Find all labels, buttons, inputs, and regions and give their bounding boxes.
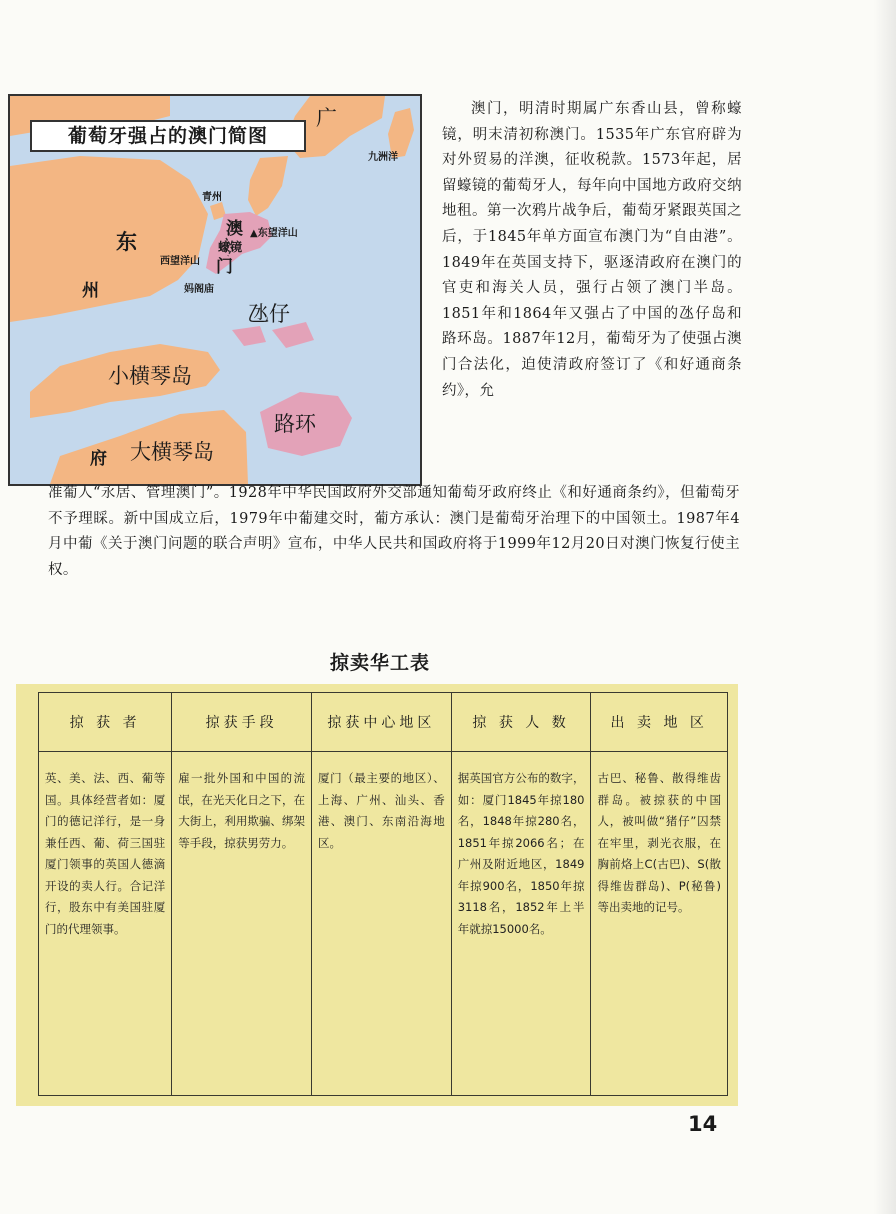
table-row	[39, 752, 728, 1096]
label-haojing: 蠔镜	[218, 240, 243, 254]
label-dangzai: 氹仔	[248, 302, 290, 326]
table-background	[16, 684, 738, 1106]
label-guang: 广	[316, 106, 337, 130]
paragraph-right: 澳门，明清时期属广东香山县，曾称蠔镜，明末清初称澳门。1535年广东官府辟为对外贸易的洋澳，征收税款。1573年起，居留蠔镜的葡萄牙人，每年向中国地方政府交纳地租。第一次鸦片战争后，葡萄牙紧跟英国之后，于1845年单方面宣布澳门为“自由港”。1849年在英国支持下，驱逐清政府在澳门的官吏和海关人员，强行占领了澳门半岛。1851年和1864年又强占了中国的氹仔岛和路环岛。1887年12月，葡萄牙为了使强占澳门合法化，迫使清政府签订了《和好通商条约》，允	[442, 101, 742, 399]
cell-count: 据英国官方公布的数字，如：厦门1845年掠180名，1848年掠280名，1851年掠2066名；在广州及附近地区，1849年掠900名，1850年掠3118名，1852年上半年就掠15000名。	[451, 752, 591, 1096]
taipa-west	[232, 326, 266, 346]
label-xiaohengqindao: 小横琴岛	[108, 364, 192, 388]
cell-area: 厦门（最主要的地区）、上海、广州、汕头、香港、澳门、东南沿海地区。	[311, 752, 451, 1096]
cell-captor: 英、美、法、西、葡等国。具体经营者如：厦门的德记洋行，是一身兼任西、葡、荷三国驻厦门领事的英国人德滴开设的卖人行。合记洋行，股东中有美国驻厦门的代理领事。	[39, 752, 172, 1096]
header-method: 掠获手段	[172, 693, 312, 752]
map-title: 葡萄牙强占的澳门简图	[30, 120, 306, 152]
mainland-west	[10, 156, 208, 322]
page-edge-shadow	[874, 0, 896, 1214]
map-graphic	[10, 96, 420, 484]
peninsula-north	[248, 156, 288, 216]
label-mazuge: 妈阁庙	[184, 284, 214, 295]
header-area: 掠获中心地区	[311, 693, 451, 752]
label-dahengqindao: 大横琴岛	[130, 440, 214, 464]
label-xiwangyangshan: 西望洋山	[160, 256, 200, 267]
label-luhuan: 路环	[274, 412, 316, 436]
label-qingzhou: 青州	[202, 192, 222, 203]
label-ao: 澳	[226, 219, 243, 239]
macau-map	[8, 94, 422, 486]
paragraph-full: 准葡人“永居、管理澳门”。1928年中华民国政府外交部通知葡萄牙政府终止《和好通商条约》，但葡萄牙不予理睬。新中国成立后，1979年中葡建交时，葡方承认：澳门是葡萄牙治理下的中国领土。1987年4月中葡《关于澳门问题的联合声明》宣布，中华人民共和国政府将于1999年12月20日对澳门恢复行使主权。	[48, 485, 740, 578]
table-title: 掠卖华工表	[329, 652, 430, 674]
labor-trade-table	[38, 692, 728, 1096]
header-count: 掠 获 人 数	[451, 693, 591, 752]
label-dongwangyangshan: ▲东望洋山	[250, 228, 298, 239]
header-destination: 出 卖 地 区	[591, 693, 728, 752]
label-fu: 府	[90, 449, 107, 469]
header-captor: 掠 获 者	[39, 693, 172, 752]
label-men: 门	[216, 257, 233, 277]
page-number: 14	[688, 1112, 718, 1136]
cell-method: 雇一批外国和中国的流氓，在光天化日之下，在大街上，利用欺骗、绑架等手段，掠获男劳力。	[172, 752, 312, 1096]
label-jiuzhouyang: 九洲洋	[368, 152, 398, 163]
table-header-row	[39, 693, 728, 752]
cell-destination: 古巴、秘鲁、散得维齿群岛。被掠获的中国人，被叫做“猪仔”囚禁在牢里，剥光衣服，在胸前烙上C(古巴)、S(散得维齿群岛)、P(秘鲁)等出卖地的记号。	[591, 752, 728, 1096]
label-dong: 东	[116, 230, 137, 254]
label-zhou: 州	[82, 281, 99, 301]
